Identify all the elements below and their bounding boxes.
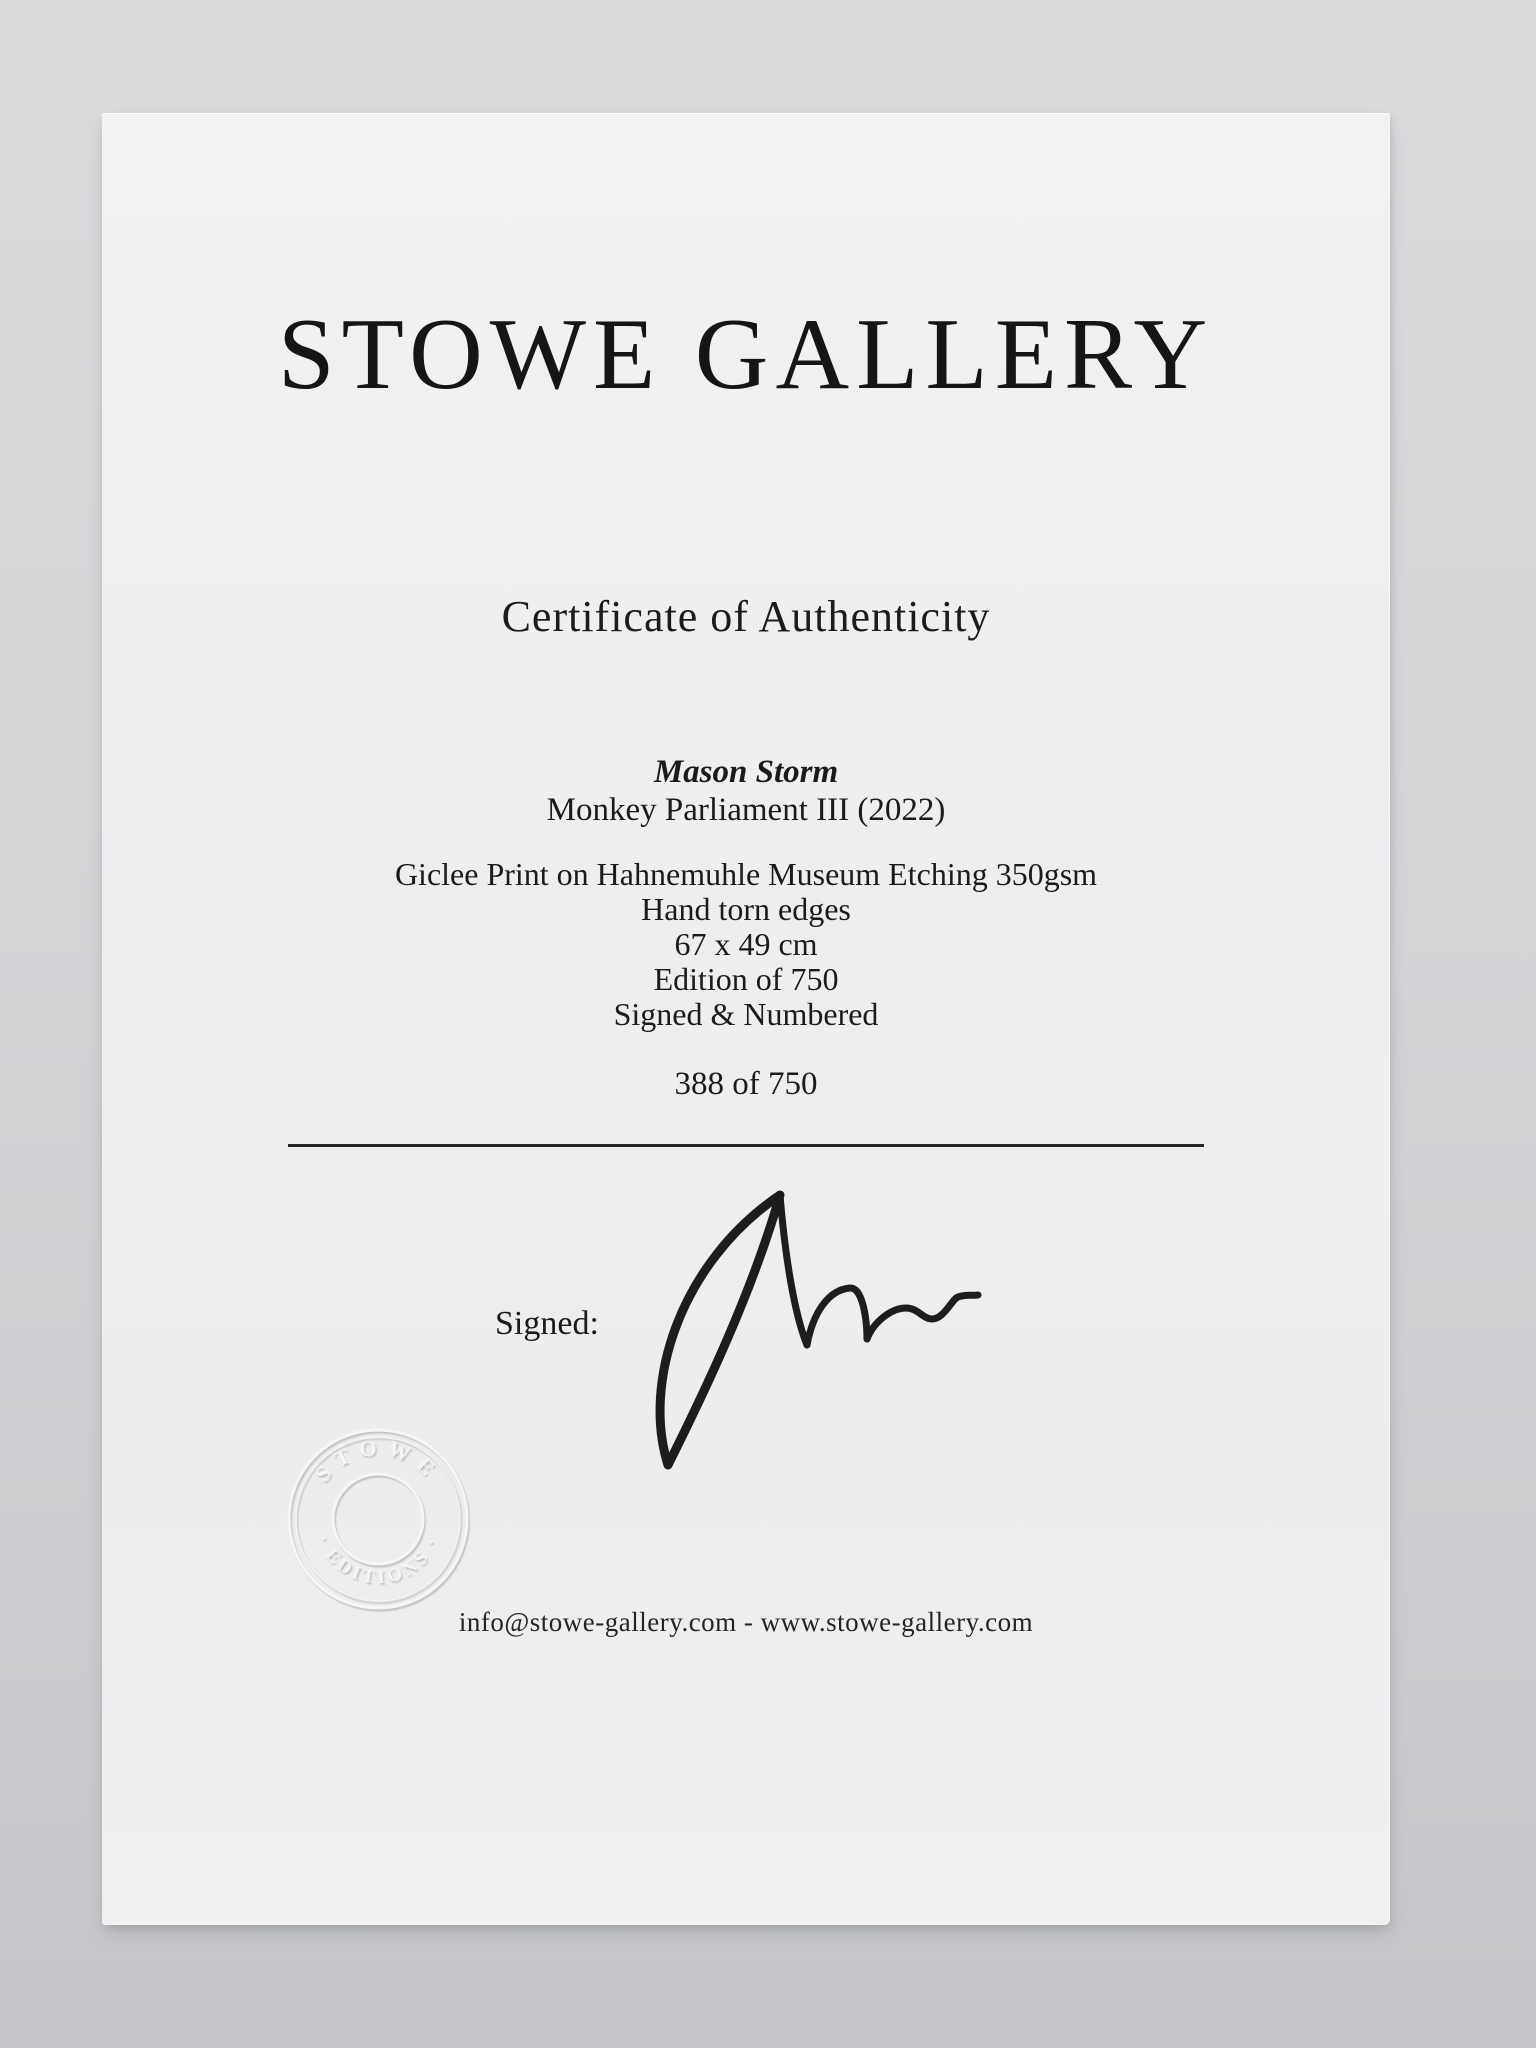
artwork-title: Monkey Parliament III (2022) (546, 792, 946, 828)
stamp-inner-ring (333, 1474, 423, 1564)
certificate-paper (102, 113, 1390, 1925)
signature (622, 1171, 992, 1501)
detail-line: Giclee Print on Hahnemuhle Museum Etching 350gsm (394, 856, 1098, 892)
signed-label: Signed: (495, 1305, 599, 1342)
artwork-details (102, 857, 1390, 1032)
gallery-title: STOWE GALLERY (277, 298, 1215, 411)
svg-text:· EDITIONS · (312, 1532, 444, 1589)
detail-line: Edition of 750 (653, 961, 839, 997)
detail-line: Hand torn edges (641, 891, 851, 927)
artwork-info (102, 753, 1390, 829)
stamp-top-text: STOWE (309, 1434, 447, 1487)
detail-line: 67 x 49 cm (674, 926, 818, 962)
svg-text:STOWE (310, 1434, 447, 1486)
certificate-title: Certificate of Authenticity (501, 592, 991, 641)
stamp-bottom-text: · EDITIONS · (311, 1531, 445, 1589)
detail-line: Signed & Numbered (613, 996, 879, 1032)
edition-number: 388 of 750 (674, 1066, 818, 1102)
footer-contact: info@stowe-gallery.com - www.stowe-gallery.com (458, 1607, 1034, 1637)
artist-name: Mason Storm (653, 754, 839, 790)
embossed-stamp (283, 1424, 473, 1614)
divider-line (288, 1144, 1204, 1147)
